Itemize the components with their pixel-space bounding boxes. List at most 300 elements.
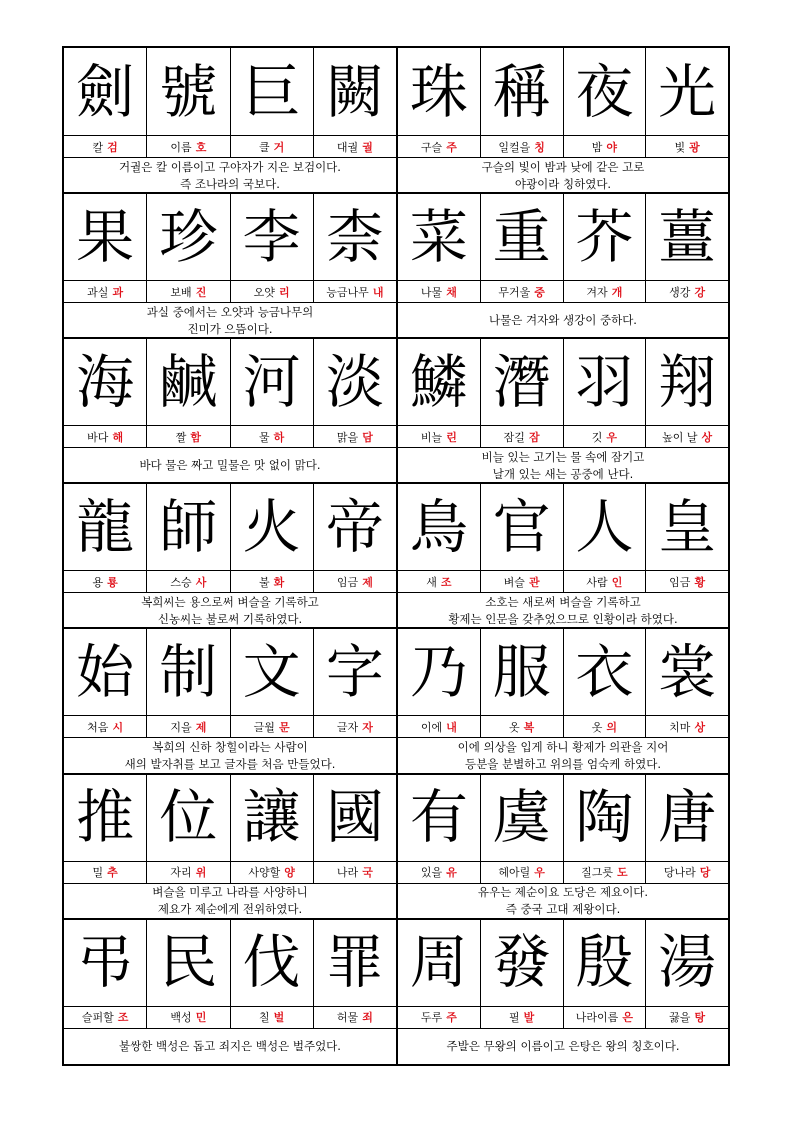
sound-text: 궐 xyxy=(362,140,373,154)
hanja-character: 官 xyxy=(481,483,564,571)
sound-text: 상 xyxy=(694,720,706,734)
verse-explanation xyxy=(398,593,728,628)
verse-block-left xyxy=(64,919,396,1064)
reading-row xyxy=(398,281,728,303)
meaning-text: 필 xyxy=(508,1011,520,1025)
sound-text: 유 xyxy=(446,866,457,879)
hanja-reading xyxy=(564,281,647,303)
meaning-text: 글자 xyxy=(336,720,359,734)
meaning-text: 백성 xyxy=(170,1011,192,1025)
sound-text: 내 xyxy=(372,285,384,299)
sound-text: 도 xyxy=(617,866,628,879)
hanja-character: 果 xyxy=(64,193,147,281)
verse-block-right xyxy=(398,193,728,338)
meaning-text: 오얏 xyxy=(253,285,275,299)
hanja-character: 始 xyxy=(64,628,147,716)
sound-text: 문 xyxy=(278,720,290,734)
sound-text: 자 xyxy=(362,720,373,734)
explanation-line: 신농씨는 불로써 기록하였다. xyxy=(157,611,303,626)
hanja-character: 火 xyxy=(231,483,314,571)
hanja-character: 周 xyxy=(398,919,481,1007)
verse-explanation xyxy=(398,303,728,338)
hanja-reading xyxy=(481,862,564,884)
hanja-reading xyxy=(646,281,728,303)
verse-explanation xyxy=(64,303,396,338)
hanja-character: 裳 xyxy=(646,628,728,716)
reading-row xyxy=(64,862,396,884)
meaning-text: 지을 xyxy=(170,720,192,734)
verse-block-right xyxy=(398,338,728,483)
sound-text: 벌 xyxy=(273,1011,285,1025)
meaning-text: 자리 xyxy=(170,866,192,879)
hanja-row xyxy=(398,193,728,281)
sound-text: 화 xyxy=(273,575,285,589)
hanja-row xyxy=(64,338,396,426)
hanja-character: 珠 xyxy=(398,48,481,136)
hanja-character: 夜 xyxy=(564,48,647,136)
explanation-line: 복희씨는 용으로써 벼슬을 기록하고 xyxy=(141,594,319,609)
hanja-character: 鱗 xyxy=(398,338,481,426)
hanja-character: 光 xyxy=(646,48,728,136)
verse-explanation xyxy=(398,884,728,919)
sound-text: 위 xyxy=(195,866,207,879)
hanja-reading xyxy=(646,136,728,158)
meaning-text: 칼 xyxy=(92,140,104,154)
hanja-reading xyxy=(564,862,647,884)
hanja-reading xyxy=(231,862,314,884)
hanja-reading xyxy=(481,571,564,593)
verse-block-right xyxy=(398,628,728,773)
meaning-text: 생강 xyxy=(669,285,691,299)
meaning-text: 끓을 xyxy=(669,1011,691,1025)
reading-row xyxy=(398,1007,728,1029)
verse-block-right xyxy=(398,48,728,193)
explanation-line: 등분을 분별하고 위의를 엄숙케 하였다. xyxy=(464,756,662,771)
sound-text: 과 xyxy=(112,285,124,299)
sound-text: 린 xyxy=(446,430,457,444)
explanation-line: 불쌍한 백성은 돕고 죄지은 백성은 벌주었다. xyxy=(119,1038,341,1053)
hanja-reading xyxy=(398,571,481,593)
meaning-text: 나라 xyxy=(336,866,359,879)
meaning-text: 있을 xyxy=(420,866,443,879)
hanja-reading xyxy=(231,426,314,448)
meaning-text: 처음 xyxy=(87,720,109,734)
verse-block-right xyxy=(398,483,728,628)
meaning-text: 두루 xyxy=(420,1011,443,1025)
verse-explanation xyxy=(64,1029,396,1064)
explanation-line: 황제는 인문을 갖추었으므로 인황이라 하였다. xyxy=(448,611,678,626)
hanja-reading xyxy=(646,862,728,884)
verse-explanation xyxy=(64,593,396,628)
explanation-line: 바다 물은 짜고 밀물은 맛 없이 맑다. xyxy=(139,458,321,473)
meaning-text: 밤 xyxy=(591,140,603,154)
sound-text: 우 xyxy=(606,430,618,444)
explanation-line: 구슬의 빛이 밤과 낮에 같은 고로 xyxy=(481,159,645,174)
hanja-reading xyxy=(231,571,314,593)
verse-block-left xyxy=(64,338,396,483)
explanation-line: 거궐은 칼 이름이고 구야자가 지은 보검이다. xyxy=(119,159,341,174)
explanation-line: 제요가 제순에게 전위하였다. xyxy=(157,902,303,916)
hanja-reading xyxy=(314,136,396,158)
meaning-text: 당나라 xyxy=(663,866,696,879)
sound-text: 탕 xyxy=(694,1011,706,1025)
hanja-reading xyxy=(398,426,481,448)
hanja-row xyxy=(64,919,396,1007)
verse-explanation xyxy=(64,738,396,773)
hanja-reading xyxy=(398,716,481,738)
hanja-reading xyxy=(314,426,396,448)
hanja-character: 珍 xyxy=(147,193,230,281)
verse-block-right xyxy=(398,774,728,919)
explanation-line: 과실 중에서는 오얏과 능금나무의 xyxy=(146,304,314,319)
hanja-row xyxy=(398,628,728,716)
sound-text: 발 xyxy=(523,1011,535,1025)
meaning-text: 허물 xyxy=(336,1011,359,1025)
hanja-reading xyxy=(231,136,314,158)
hanja-reading xyxy=(64,862,147,884)
meaning-text: 벼슬 xyxy=(503,575,525,589)
sound-text: 함 xyxy=(190,430,202,444)
hanja-character: 國 xyxy=(314,774,396,862)
hanja-character: 推 xyxy=(64,774,147,862)
sound-text: 관 xyxy=(528,575,540,589)
hanja-character: 乃 xyxy=(398,628,481,716)
hanja-reading xyxy=(314,716,396,738)
hanja-character: 字 xyxy=(314,628,396,716)
sound-text: 사 xyxy=(195,575,207,589)
hanja-reading xyxy=(147,716,230,738)
hanja-character: 唐 xyxy=(646,774,728,862)
hanja-reading xyxy=(147,136,230,158)
hanja-reading xyxy=(564,716,647,738)
explanation-line: 복희의 신하 창힐이라는 사람이 xyxy=(152,739,308,754)
hanja-character: 鳥 xyxy=(398,483,481,571)
sound-text: 호 xyxy=(195,140,207,154)
sound-text: 은 xyxy=(622,1011,633,1025)
reading-row xyxy=(398,716,728,738)
sound-text: 상 xyxy=(701,430,713,444)
sound-text: 의 xyxy=(606,720,618,734)
verse-block-right xyxy=(398,919,728,1064)
hanja-row xyxy=(64,48,396,136)
explanation-line: 즉 중국 고대 제왕이다. xyxy=(505,902,621,916)
hanja-character: 伐 xyxy=(231,919,314,1007)
meaning-text: 칠 xyxy=(258,1011,270,1025)
hanja-character: 罪 xyxy=(314,919,396,1007)
reading-row xyxy=(64,281,396,303)
hanja-row xyxy=(398,483,728,571)
hanja-row xyxy=(398,919,728,1007)
explanation-line: 야광이라 칭하였다. xyxy=(514,176,612,191)
meaning-text: 대궐 xyxy=(336,140,359,154)
verse-explanation xyxy=(398,1029,728,1064)
meaning-text: 깃 xyxy=(591,430,603,444)
explanation-line: 소호는 새로써 벼슬을 기록하고 xyxy=(485,594,641,609)
hanja-reading xyxy=(481,136,564,158)
hanja-character: 羽 xyxy=(564,338,647,426)
hanja-reading xyxy=(64,571,147,593)
meaning-text: 밀 xyxy=(92,866,104,879)
sound-text: 검 xyxy=(107,140,118,154)
meaning-text: 용 xyxy=(92,575,104,589)
hanja-character: 淡 xyxy=(314,338,396,426)
hanja-reading xyxy=(481,426,564,448)
sound-text: 주 xyxy=(446,140,457,154)
sound-text: 황 xyxy=(694,575,706,589)
hanja-character: 制 xyxy=(147,628,230,716)
hanja-reading xyxy=(147,1007,230,1029)
hanja-character: 芥 xyxy=(564,193,647,281)
hanja-reading xyxy=(564,136,647,158)
hanja-character: 服 xyxy=(481,628,564,716)
hanja-character: 龍 xyxy=(64,483,147,571)
sound-text: 우 xyxy=(534,866,545,879)
sound-text: 국 xyxy=(362,866,373,879)
meaning-text: 질그릇 xyxy=(581,866,613,879)
hanja-character: 民 xyxy=(147,919,230,1007)
hanja-character: 文 xyxy=(231,628,314,716)
sound-text: 잠 xyxy=(528,430,540,444)
reading-row xyxy=(64,426,396,448)
meaning-text: 나라이름 xyxy=(575,1011,619,1025)
meaning-text: 옷 xyxy=(591,720,603,734)
meaning-text: 능금나무 xyxy=(326,285,369,299)
hanja-character: 殷 xyxy=(564,919,647,1007)
hanja-reading xyxy=(64,136,147,158)
meaning-text: 사양할 xyxy=(248,866,281,879)
reading-row xyxy=(398,862,728,884)
sound-text: 추 xyxy=(107,866,118,879)
hanja-row xyxy=(64,628,396,716)
hanja-reading xyxy=(314,281,396,303)
hanja-reading xyxy=(231,281,314,303)
sound-text: 제 xyxy=(195,720,207,734)
hanja-character: 菜 xyxy=(398,193,481,281)
hanja-character: 薑 xyxy=(646,193,728,281)
hanja-reading xyxy=(314,1007,396,1029)
meaning-text: 이름 xyxy=(170,140,192,154)
hanja-reading xyxy=(398,136,481,158)
meaning-text: 나물 xyxy=(420,285,443,299)
hanja-row xyxy=(64,193,396,281)
hanja-row xyxy=(398,774,728,862)
sound-text: 복 xyxy=(523,720,535,734)
hanja-reading xyxy=(564,1007,647,1029)
hanja-reading xyxy=(481,716,564,738)
hanja-row xyxy=(398,48,728,136)
hanja-character: 弔 xyxy=(64,919,147,1007)
sound-text: 주 xyxy=(446,1011,457,1025)
hanja-character: 發 xyxy=(481,919,564,1007)
hanja-reading xyxy=(64,1007,147,1029)
reading-row xyxy=(64,571,396,593)
hanja-reading xyxy=(231,1007,314,1029)
meaning-text: 스승 xyxy=(170,575,192,589)
hanja-character: 有 xyxy=(398,774,481,862)
hanja-reading xyxy=(646,571,728,593)
hanja-character: 劍 xyxy=(64,48,147,136)
hanja-character: 虞 xyxy=(481,774,564,862)
sound-text: 조 xyxy=(440,575,452,589)
meaning-text: 치마 xyxy=(669,720,691,734)
sound-text: 민 xyxy=(195,1011,207,1025)
sound-text: 채 xyxy=(446,285,457,299)
sound-text: 리 xyxy=(278,285,290,299)
hanja-reading xyxy=(314,571,396,593)
sound-text: 인 xyxy=(611,575,623,589)
verse-explanation xyxy=(398,158,728,193)
meaning-text: 맑을 xyxy=(336,430,359,444)
meaning-text: 사람 xyxy=(586,575,608,589)
meaning-text: 과실 xyxy=(87,285,109,299)
meaning-text: 빛 xyxy=(674,140,686,154)
meaning-text: 물 xyxy=(258,430,270,444)
meaning-text: 짤 xyxy=(175,430,187,444)
meaning-text: 글월 xyxy=(253,720,275,734)
meaning-text: 임금 xyxy=(336,575,359,589)
reading-row xyxy=(64,1007,396,1029)
hanja-reading xyxy=(398,281,481,303)
hanja-character: 讓 xyxy=(231,774,314,862)
sound-text: 내 xyxy=(446,720,457,734)
hanja-character: 號 xyxy=(147,48,230,136)
worksheet-grid xyxy=(62,46,730,1066)
hanja-reading xyxy=(398,1007,481,1029)
sound-text: 개 xyxy=(611,285,623,299)
hanja-character: 巨 xyxy=(231,48,314,136)
hanja-reading xyxy=(64,426,147,448)
hanja-character: 翔 xyxy=(646,338,728,426)
meaning-text: 겨자 xyxy=(586,285,608,299)
verse-explanation xyxy=(64,158,396,193)
explanation-line: 나물은 겨자와 생강이 중하다. xyxy=(489,313,637,328)
explanation-line: 벼슬을 미루고 나라를 사양하니 xyxy=(152,885,308,899)
hanja-character: 鹹 xyxy=(147,338,230,426)
hanja-reading xyxy=(646,1007,728,1029)
sound-text: 죄 xyxy=(362,1011,373,1025)
meaning-text: 바다 xyxy=(87,430,109,444)
hanja-reading xyxy=(481,1007,564,1029)
hanja-character: 重 xyxy=(481,193,564,281)
reading-row xyxy=(64,136,396,158)
column-divider xyxy=(396,48,398,1064)
verse-block-left xyxy=(64,774,396,919)
hanja-character: 河 xyxy=(231,338,314,426)
verse-explanation xyxy=(64,884,396,919)
verse-block-left xyxy=(64,483,396,628)
meaning-text: 클 xyxy=(258,140,270,154)
meaning-text: 구슬 xyxy=(420,140,443,154)
meaning-text: 임금 xyxy=(669,575,691,589)
hanja-row xyxy=(64,774,396,862)
hanja-reading xyxy=(147,426,230,448)
sound-text: 강 xyxy=(694,285,706,299)
hanja-row xyxy=(64,483,396,571)
sound-text: 양 xyxy=(284,866,295,879)
meaning-text: 잠길 xyxy=(503,430,525,444)
hanja-character: 師 xyxy=(147,483,230,571)
verse-block-left xyxy=(64,193,396,338)
hanja-character: 柰 xyxy=(314,193,396,281)
hanja-reading xyxy=(398,862,481,884)
reading-row xyxy=(398,571,728,593)
verse-explanation xyxy=(398,738,728,773)
hanja-reading xyxy=(564,426,647,448)
meaning-text: 일컬을 xyxy=(498,140,531,154)
meaning-text: 불 xyxy=(258,575,270,589)
sound-text: 하 xyxy=(273,430,285,444)
hanja-reading xyxy=(147,281,230,303)
hanja-row xyxy=(398,338,728,426)
meaning-text: 슬퍼할 xyxy=(81,1011,114,1025)
verse-explanation xyxy=(398,448,728,483)
sound-text: 야 xyxy=(606,140,618,154)
meaning-text: 헤아릴 xyxy=(498,866,531,879)
meaning-text: 무거울 xyxy=(498,285,531,299)
hanja-reading xyxy=(646,426,728,448)
explanation-line: 이에 의상을 입게 하니 황제가 의관을 지어 xyxy=(457,739,669,754)
sound-text: 제 xyxy=(362,575,373,589)
explanation-line: 날개 있는 새는 공중에 난다. xyxy=(492,466,634,481)
hanja-character: 潛 xyxy=(481,338,564,426)
meaning-text: 높이 날 xyxy=(662,430,698,444)
hanja-reading xyxy=(646,716,728,738)
hanja-reading xyxy=(481,281,564,303)
hanja-character: 位 xyxy=(147,774,230,862)
sound-text: 시 xyxy=(112,720,124,734)
verse-block-left xyxy=(64,48,396,193)
sound-text: 해 xyxy=(112,430,124,444)
hanja-character: 闕 xyxy=(314,48,396,136)
hanja-character: 皇 xyxy=(646,483,728,571)
reading-row xyxy=(398,426,728,448)
meaning-text: 이에 xyxy=(420,720,443,734)
sound-text: 거 xyxy=(273,140,285,154)
hanja-reading xyxy=(64,716,147,738)
verse-block-left xyxy=(64,628,396,773)
sound-text: 광 xyxy=(689,140,700,154)
meaning-text: 옷 xyxy=(508,720,520,734)
explanation-line: 주발은 무왕의 이름이고 은탕은 왕의 칭호이다. xyxy=(446,1038,680,1053)
hanja-reading xyxy=(64,281,147,303)
explanation-line: 진미가 으뜸이다. xyxy=(187,321,273,336)
sound-text: 룡 xyxy=(107,575,118,589)
sound-text: 담 xyxy=(362,430,373,444)
reading-row xyxy=(64,716,396,738)
sound-text: 당 xyxy=(699,866,711,879)
hanja-character: 衣 xyxy=(564,628,647,716)
hanja-reading xyxy=(314,862,396,884)
hanja-character: 李 xyxy=(231,193,314,281)
reading-row xyxy=(398,136,728,158)
meaning-text: 보배 xyxy=(170,285,192,299)
hanja-reading xyxy=(147,571,230,593)
sound-text: 진 xyxy=(195,285,207,299)
hanja-character: 海 xyxy=(64,338,147,426)
sound-text: 조 xyxy=(117,1011,129,1025)
explanation-line: 유우는 제순이요 도당은 제요이다. xyxy=(477,885,649,899)
hanja-character: 人 xyxy=(564,483,647,571)
meaning-text: 새 xyxy=(426,575,437,589)
hanja-character: 陶 xyxy=(564,774,647,862)
sound-text: 칭 xyxy=(534,140,545,154)
hanja-character: 稱 xyxy=(481,48,564,136)
hanja-character: 湯 xyxy=(646,919,728,1007)
meaning-text: 비늘 xyxy=(420,430,443,444)
explanation-line: 비늘 있는 고기는 물 속에 잠기고 xyxy=(481,449,645,464)
hanja-reading xyxy=(147,862,230,884)
hanja-reading xyxy=(231,716,314,738)
